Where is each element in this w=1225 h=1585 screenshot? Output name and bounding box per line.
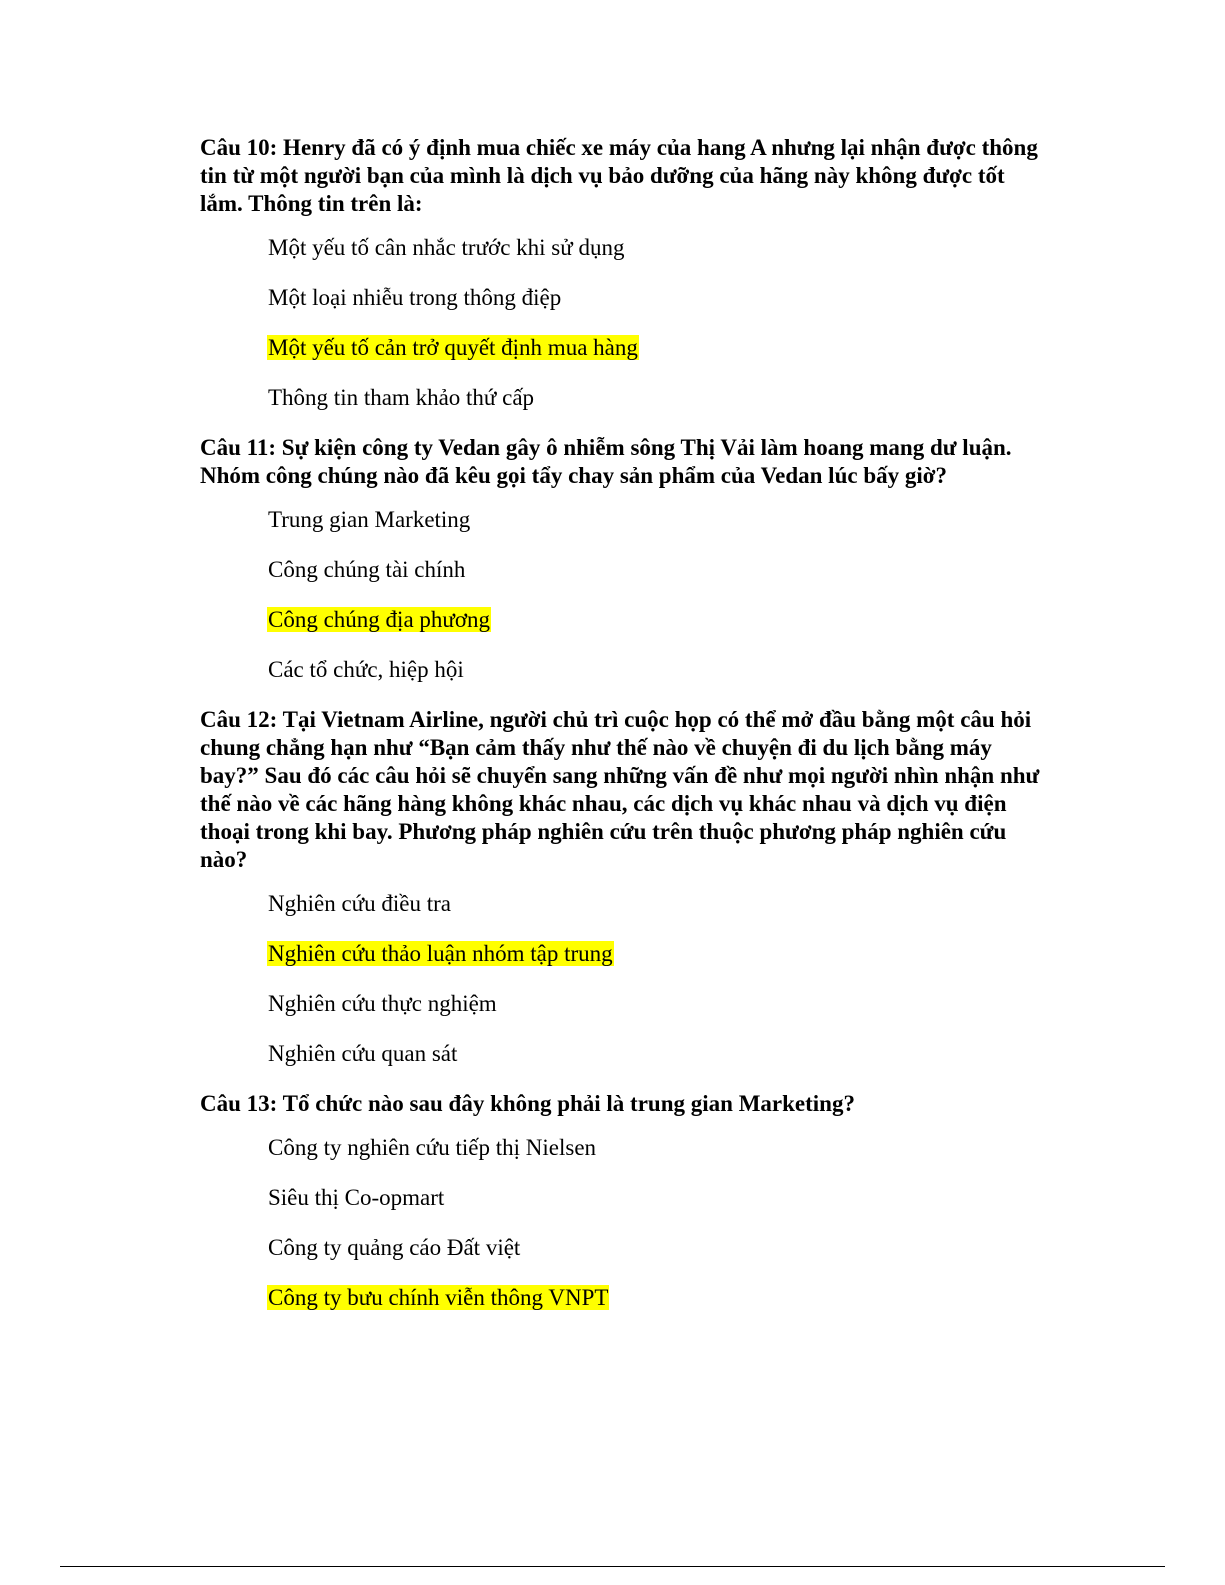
question-12 bbox=[200, 706, 1050, 1068]
option-list bbox=[267, 506, 1050, 684]
question-text: Câu 10: Henry đã có ý định mua chiếc xe máy của hang A nhưng lại nhận được thông tin từ một người bạn của mình là dịch vụ bảo dưỡng của hãng này không được tốt lắm. Thông tin trên là: bbox=[200, 135, 1038, 216]
option-item: Nghiên cứu điều tra bbox=[268, 891, 451, 916]
question-text: Câu 11: Sự kiện công ty Vedan gây ô nhiễm sông Thị Vải làm hoang mang dư luận. Nhóm công chúng nào đã kêu gọi tẩy chay sản phẩm của Vedan lúc bấy giờ? bbox=[200, 435, 1012, 488]
option-item: Trung gian Marketing bbox=[268, 507, 471, 532]
question-11 bbox=[200, 434, 1050, 684]
option-list bbox=[267, 1134, 1050, 1312]
option-item: Nghiên cứu quan sát bbox=[268, 1041, 458, 1066]
page-bottom-divider bbox=[60, 1566, 1165, 1567]
option-item: Siêu thị Co-opmart bbox=[268, 1185, 445, 1210]
question-text: Câu 13: Tổ chức nào sau đây không phải là trung gian Marketing? bbox=[200, 1091, 855, 1116]
option-item: Một loại nhiễu trong thông điệp bbox=[268, 285, 562, 310]
option-item-correct: Công ty bưu chính viễn thông VNPT bbox=[268, 1285, 609, 1310]
question-13 bbox=[200, 1090, 1050, 1312]
question-text: Câu 12: Tại Vietnam Airline, người chủ trì cuộc họp có thể mở đầu bằng một câu hỏi chung chẳng hạn như “Bạn cảm thấy như thế nào về chuyện đi du lịch bằng máy bay?” Sau đó các câu hỏi sẽ chuyển sang những vấn đề như mọi người nhìn nhận như thế nào về các hãng hàng không khác nhau, các dịch vụ khác nhau và dịch vụ điện thoại trong khi bay. Phương pháp nghiên cứu trên thuộc phương pháp nghiên cứu nào? bbox=[200, 707, 1040, 872]
option-item-correct: Công chúng địa phương bbox=[268, 607, 491, 632]
option-item: Công chúng tài chính bbox=[268, 557, 466, 582]
option-list bbox=[267, 234, 1050, 412]
option-item: Các tổ chức, hiệp hội bbox=[268, 657, 464, 682]
option-item: Thông tin tham khảo thứ cấp bbox=[268, 385, 535, 410]
option-item: Một yếu tố cân nhắc trước khi sử dụng bbox=[268, 235, 625, 260]
option-list bbox=[267, 890, 1050, 1068]
document-page bbox=[200, 134, 1050, 1334]
option-item-correct: Một yếu tố cản trở quyết định mua hàng bbox=[268, 335, 638, 360]
option-item-correct: Nghiên cứu thảo luận nhóm tập trung bbox=[268, 941, 613, 966]
question-10 bbox=[200, 134, 1050, 412]
option-item: Nghiên cứu thực nghiệm bbox=[268, 991, 497, 1016]
option-item: Công ty quảng cáo Đất việt bbox=[268, 1235, 521, 1260]
option-item: Công ty nghiên cứu tiếp thị Nielsen bbox=[268, 1135, 597, 1160]
